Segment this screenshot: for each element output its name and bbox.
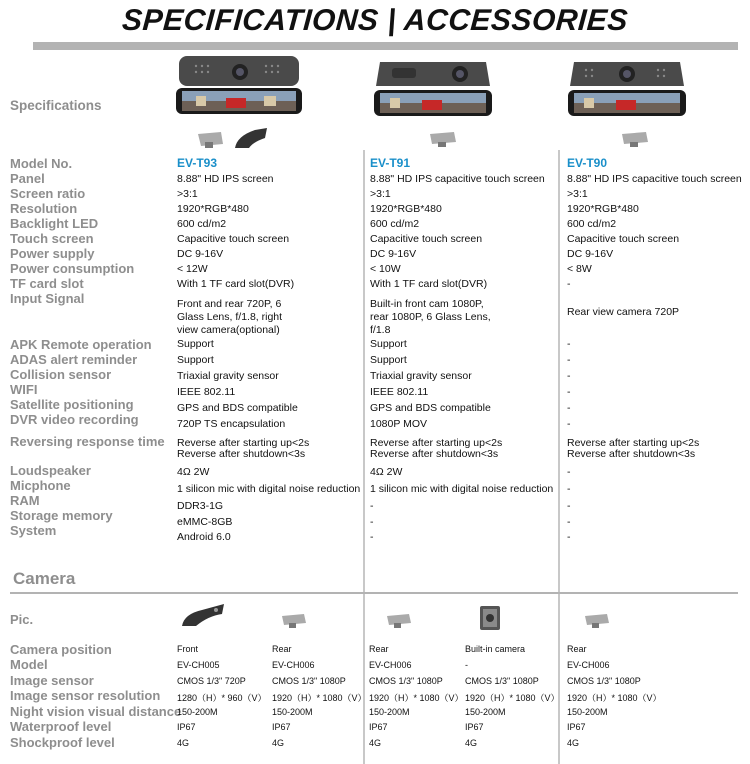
t90-apk: - bbox=[567, 338, 571, 350]
t90-panel: 8.88" HD IPS capacitive touch screen bbox=[567, 173, 742, 185]
cam-label-resolution: Image sensor resolution bbox=[10, 688, 161, 703]
cam2-shockproof: 4G bbox=[369, 738, 382, 748]
cam-label-pic: Pic. bbox=[10, 612, 34, 627]
cam0-position: Front bbox=[177, 644, 199, 654]
camera-underline bbox=[10, 592, 738, 594]
t93-reversing-line1: Reverse after starting up<2s bbox=[177, 437, 310, 449]
cam1-resolution: 1920（H）* 1080（V） bbox=[272, 693, 367, 703]
t93-storage: eMMC-8GB bbox=[177, 516, 233, 528]
spec-label-satellite: Satellite positioning bbox=[10, 397, 134, 412]
cam4-position: Rear bbox=[567, 644, 587, 654]
cam-label-night-vision: Night vision visual distance bbox=[10, 704, 182, 719]
t90-dvr: - bbox=[567, 418, 571, 430]
t93-model: EV-T93 bbox=[177, 156, 218, 170]
spec-label-power-supply: Power supply bbox=[10, 246, 95, 261]
front-camera-icon bbox=[180, 602, 228, 628]
t93-ratio: >3:1 bbox=[177, 188, 198, 200]
t91-backlight: 600 cd/m2 bbox=[370, 218, 420, 230]
cam4-night: 150-200M bbox=[567, 707, 608, 717]
ev-t93-mirror-image bbox=[176, 52, 306, 126]
t91-input-signal-line3: f/1.8 bbox=[370, 324, 391, 336]
t90-micphone: - bbox=[567, 483, 571, 495]
t91-system: - bbox=[370, 531, 374, 543]
t93-collision: Triaxial gravity sensor bbox=[177, 370, 279, 382]
spec-label-apk: APK Remote operation bbox=[10, 337, 152, 352]
t93-satellite: GPS and BDS compatible bbox=[177, 402, 298, 414]
cam3-model: - bbox=[465, 660, 468, 670]
t90-power-consumption: < 8W bbox=[567, 263, 592, 275]
cam3-shockproof: 4G bbox=[465, 738, 478, 748]
t91-apk: Support bbox=[370, 338, 407, 350]
cam3-night: 150-200M bbox=[465, 707, 506, 717]
t93-wifi: IEEE 802.11 bbox=[177, 386, 236, 398]
t91-model: EV-T91 bbox=[370, 156, 411, 170]
camera-heading: Camera bbox=[13, 569, 76, 588]
built-in-camera-icon bbox=[478, 604, 502, 632]
spec-label-collision: Collision sensor bbox=[10, 367, 112, 382]
t91-touch: Capacitive touch screen bbox=[370, 233, 483, 245]
cam1-shockproof: 4G bbox=[272, 738, 285, 748]
cam-label-position: Camera position bbox=[10, 642, 112, 657]
cam1-model: EV-CH006 bbox=[272, 660, 315, 670]
t90-adas: - bbox=[567, 354, 571, 366]
cam2-position: Rear bbox=[369, 644, 389, 654]
t93-input-signal-line1: Front and rear 720P, 6 bbox=[177, 298, 282, 310]
cam0-model: EV-CH005 bbox=[177, 660, 220, 670]
t91-power-supply: DC 9-16V bbox=[370, 248, 417, 260]
t91-resolution: 1920*RGB*480 bbox=[370, 203, 442, 215]
t91-tf-card: With 1 TF card slot(DVR) bbox=[370, 278, 488, 290]
t91-input-signal-line1: Built-in front cam 1080P, bbox=[370, 298, 484, 310]
t90-touch: Capacitive touch screen bbox=[567, 233, 680, 245]
t91-collision: Triaxial gravity sensor bbox=[370, 370, 472, 382]
t93-tf-card: With 1 TF card slot(DVR) bbox=[177, 278, 295, 290]
cam4-waterproof: IP67 bbox=[567, 722, 586, 732]
cam3-waterproof: IP67 bbox=[465, 722, 484, 732]
cam2-night: 150-200M bbox=[369, 707, 410, 717]
t93-input-signal-line2: Glass Lens, f/1.8, right bbox=[177, 311, 283, 323]
cam4-model: EV-CH006 bbox=[567, 660, 610, 670]
t93-adas: Support bbox=[177, 354, 214, 366]
spec-label-model: Model No. bbox=[10, 156, 73, 171]
spec-label-resolution: Resolution bbox=[10, 201, 78, 216]
cam2-sensor: CMOS 1/3" 1080P bbox=[369, 676, 443, 686]
t91-reversing-line2: Reverse after shutdown<3s bbox=[370, 448, 499, 460]
spec-label-system: System bbox=[10, 523, 57, 538]
ev-t90-mirror-image bbox=[566, 56, 688, 126]
spec-label-input-signal: Input Signal bbox=[10, 291, 85, 306]
t93-resolution: 1920*RGB*480 bbox=[177, 203, 249, 215]
spec-label-tf-card: TF card slot bbox=[10, 276, 84, 291]
cam-label-sensor: Image sensor bbox=[10, 673, 94, 688]
ev-t91-mirror-image bbox=[372, 56, 494, 126]
t90-model: EV-T90 bbox=[567, 156, 608, 170]
t93-panel: 8.88" HD IPS screen bbox=[177, 173, 274, 185]
t93-dvr: 720P TS encapsulation bbox=[177, 418, 286, 430]
spec-label-backlight: Backlight LED bbox=[10, 216, 99, 231]
t93-apk: Support bbox=[177, 338, 214, 350]
t93-micphone: 1 silicon mic with digital noise reduction bbox=[177, 483, 361, 495]
t93-ram: DDR3-1G bbox=[177, 500, 224, 512]
cam1-sensor: CMOS 1/3" 1080P bbox=[272, 676, 346, 686]
t93-backlight: 600 cd/m2 bbox=[177, 218, 227, 230]
page-title: SPECIFICATIONS | ACCESSORIES bbox=[120, 4, 630, 37]
t91-satellite: GPS and BDS compatible bbox=[370, 402, 491, 414]
spec-label-dvr: DVR video recording bbox=[10, 412, 139, 427]
spec-label-screen-ratio: Screen ratio bbox=[10, 186, 86, 201]
spec-label-power-consumption: Power consumption bbox=[10, 261, 135, 276]
cam3-sensor: CMOS 1/3" 1080P bbox=[465, 676, 539, 686]
spec-label-ram: RAM bbox=[10, 493, 40, 508]
cam3-position: Built-in camera bbox=[465, 644, 526, 654]
cam0-shockproof: 4G bbox=[177, 738, 190, 748]
t91-power-consumption: < 10W bbox=[370, 263, 401, 275]
spec-label-storage: Storage memory bbox=[10, 508, 113, 523]
spec-label-reversing: Reversing response time bbox=[10, 434, 165, 449]
t90-storage: - bbox=[567, 516, 571, 528]
t91-reversing-line1: Reverse after starting up<2s bbox=[370, 437, 503, 449]
cam4-resolution: 1920（H）* 1080（V） bbox=[567, 693, 662, 703]
rear-camera-icon bbox=[385, 610, 415, 630]
cam2-waterproof: IP67 bbox=[369, 722, 388, 732]
spec-label-panel: Panel bbox=[10, 171, 45, 186]
ev-t91-camera-icon bbox=[428, 128, 460, 148]
cam1-position: Rear bbox=[272, 644, 292, 654]
t90-input-signal: Rear view camera 720P bbox=[567, 306, 680, 318]
spec-label-micphone: Micphone bbox=[10, 478, 71, 493]
cam0-resolution: 1280（H）* 960（V） bbox=[177, 693, 267, 703]
cam1-night: 150-200M bbox=[272, 707, 313, 717]
t90-backlight: 600 cd/m2 bbox=[567, 218, 617, 230]
cam0-sensor: CMOS 1/3" 720P bbox=[177, 676, 246, 686]
t91-input-signal-line2: rear 1080P, 6 Glass Lens, bbox=[370, 311, 491, 323]
t90-system: - bbox=[567, 531, 571, 543]
t93-system: Android 6.0 bbox=[177, 531, 231, 543]
t93-reversing-line2: Reverse after shutdown<3s bbox=[177, 448, 306, 460]
cam4-sensor: CMOS 1/3" 1080P bbox=[567, 676, 641, 686]
cam3-resolution: 1920（H）* 1080（V） bbox=[465, 693, 560, 703]
t91-dvr: 1080P MOV bbox=[370, 418, 428, 430]
title-underline-bar bbox=[33, 42, 738, 50]
t90-wifi: - bbox=[567, 386, 571, 398]
t91-panel: 8.88" HD IPS capacitive touch screen bbox=[370, 173, 545, 185]
t91-ram: - bbox=[370, 500, 374, 512]
column-divider bbox=[558, 150, 560, 764]
t93-power-consumption: < 12W bbox=[177, 263, 208, 275]
cam-label-model: Model bbox=[10, 657, 48, 672]
t91-storage: - bbox=[370, 516, 374, 528]
t93-loudspeaker: 4Ω 2W bbox=[177, 466, 210, 478]
ev-t90-camera-icon bbox=[620, 128, 652, 148]
t90-collision: - bbox=[567, 370, 571, 382]
specifications-heading: Specifications bbox=[10, 98, 102, 113]
cam2-model: EV-CH006 bbox=[369, 660, 412, 670]
t90-power-supply: DC 9-16V bbox=[567, 248, 614, 260]
t93-touch: Capacitive touch screen bbox=[177, 233, 290, 245]
cam-label-waterproof: Waterproof level bbox=[10, 719, 112, 734]
rear-camera-icon bbox=[583, 610, 613, 630]
t91-loudspeaker: 4Ω 2W bbox=[370, 466, 403, 478]
t91-micphone: 1 silicon mic with digital noise reduction bbox=[370, 483, 554, 495]
rear-camera-icon bbox=[280, 610, 310, 630]
cam0-night: 150-200M bbox=[177, 707, 218, 717]
t91-ratio: >3:1 bbox=[370, 188, 391, 200]
t90-tf-card: - bbox=[567, 278, 571, 290]
t90-ratio: >3:1 bbox=[567, 188, 588, 200]
t90-reversing-line1: Reverse after starting up<2s bbox=[567, 437, 700, 449]
t90-resolution: 1920*RGB*480 bbox=[567, 203, 639, 215]
t90-ram: - bbox=[567, 500, 571, 512]
t90-loudspeaker: - bbox=[567, 466, 571, 478]
cam-label-shockproof: Shockproof level bbox=[10, 735, 115, 750]
t90-satellite: - bbox=[567, 402, 571, 414]
t93-input-signal-line3: view camera(optional) bbox=[177, 324, 280, 336]
t91-adas: Support bbox=[370, 354, 407, 366]
ev-t93-camera-icon bbox=[195, 126, 270, 150]
t93-power-supply: DC 9-16V bbox=[177, 248, 224, 260]
spec-label-adas: ADAS alert reminder bbox=[10, 352, 138, 367]
cam2-resolution: 1920（H）* 1080（V） bbox=[369, 693, 464, 703]
spec-label-touch: Touch screen bbox=[10, 231, 94, 246]
column-divider bbox=[363, 150, 365, 764]
t90-reversing-line2: Reverse after shutdown<3s bbox=[567, 448, 696, 460]
cam4-shockproof: 4G bbox=[567, 738, 580, 748]
spec-label-wifi: WIFI bbox=[10, 382, 38, 397]
cam1-waterproof: IP67 bbox=[272, 722, 291, 732]
cam0-waterproof: IP67 bbox=[177, 722, 196, 732]
t91-wifi: IEEE 802.11 bbox=[370, 386, 429, 398]
spec-label-loudspeaker: Loudspeaker bbox=[10, 463, 91, 478]
